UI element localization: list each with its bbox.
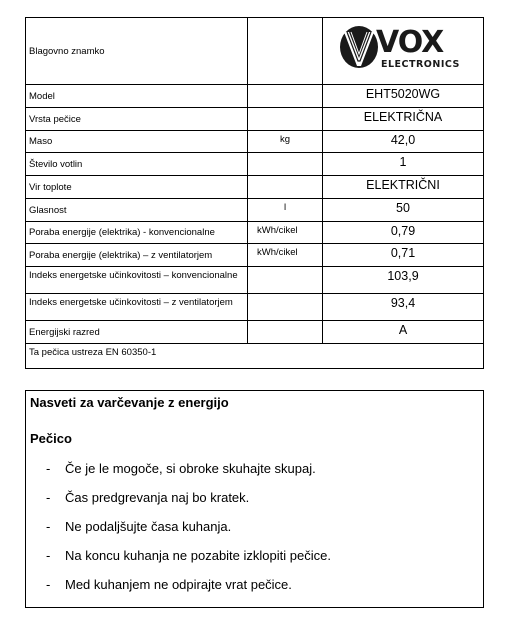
- list-item: [46, 490, 249, 505]
- bullet-dash: -: [46, 577, 51, 592]
- row-unit: [248, 294, 323, 320]
- row-label: Energijski razred: [26, 321, 248, 343]
- row-value: 42,0: [390, 133, 416, 147]
- row-unit: [248, 18, 323, 84]
- bullet-dash: -: [46, 548, 51, 563]
- standard-footnote: Ta pečica ustreza EN 60350-1: [29, 347, 157, 358]
- tip-text: Med kuhanjem ne odpirajte vrat pečice.: [65, 577, 292, 592]
- list-item: [46, 519, 231, 534]
- row-value: A: [398, 323, 408, 337]
- row-value: 93,4: [390, 296, 416, 310]
- table-row: [26, 153, 483, 176]
- row-label: Število votlin: [26, 153, 248, 175]
- row-value: 0,71: [390, 246, 416, 260]
- tip-text: Če je le mogoče, si obroke skuhajte skupaj.: [65, 461, 316, 476]
- row-unit: l: [248, 199, 323, 221]
- row-value: ELEKTRIČNI: [366, 178, 440, 192]
- table-row: [26, 321, 483, 344]
- row-value: 0,79: [390, 224, 416, 238]
- row-unit: [248, 108, 323, 130]
- energy-spec-table: [25, 17, 484, 369]
- table-row: [26, 244, 483, 267]
- table-row: [26, 267, 483, 294]
- vox-emblem-icon: [338, 24, 380, 70]
- logo-wordmark: VOX: [376, 25, 444, 60]
- table-row: [26, 294, 483, 321]
- row-label: Model: [26, 85, 248, 107]
- tip-text: Na koncu kuhanja ne pozabite izklopiti pečice.: [65, 548, 331, 563]
- row-label: Poraba energije (elektrika) – z ventilatorjem: [26, 244, 248, 266]
- row-label: Indeks energetske učinkovitosti – konvencionalne: [26, 267, 248, 293]
- row-label: Glasnost: [26, 199, 248, 221]
- row-label: Maso: [26, 131, 248, 152]
- table-row: [26, 131, 483, 153]
- row-unit: [248, 153, 323, 175]
- list-item: [46, 548, 331, 563]
- row-label: Vir toplote: [26, 176, 248, 198]
- row-unit: kWh/cikel: [248, 244, 323, 266]
- bullet-dash: -: [46, 490, 51, 505]
- bullet-dash: -: [46, 461, 51, 476]
- logo-subtitle: ELECTRONICS: [381, 59, 460, 70]
- tip-text: Ne podaljšujte časa kuhanja.: [65, 519, 232, 534]
- row-value: 50: [396, 201, 410, 215]
- row-value: ELEKTRIČNA: [363, 110, 443, 124]
- row-unit: [248, 85, 323, 107]
- row-unit: [248, 267, 323, 293]
- row-unit: [248, 321, 323, 343]
- row-unit: [248, 176, 323, 198]
- list-item: [46, 461, 316, 476]
- bullet-dash: -: [46, 519, 51, 534]
- table-row: [26, 222, 483, 244]
- tips-subtitle: Pečico: [30, 431, 72, 446]
- row-label: Poraba energije (elektrika) - konvencionalne: [26, 222, 248, 243]
- row-unit: kWh/cikel: [248, 222, 323, 243]
- row-label: Blagovno znamko: [26, 18, 248, 84]
- row-value: 1: [399, 155, 407, 169]
- list-item: [46, 577, 292, 592]
- row-value: EHT5020WG: [365, 87, 441, 101]
- table-row: [26, 199, 483, 222]
- tips-title: Nasveti za varčevanje z energijo: [30, 395, 229, 410]
- table-row: [26, 85, 483, 108]
- row-value: 103,9: [387, 269, 419, 283]
- table-row: [26, 176, 483, 199]
- table-row: [26, 108, 483, 131]
- vox-logo: [338, 22, 458, 74]
- row-label: Indeks energetske učinkovitosti – z ventilatorjem: [26, 294, 248, 320]
- row-label: Vrsta pečice: [26, 108, 248, 130]
- energy-saving-tips: [25, 390, 484, 608]
- row-unit: kg: [248, 131, 323, 152]
- tip-text: Čas predgrevanja naj bo kratek.: [65, 490, 250, 505]
